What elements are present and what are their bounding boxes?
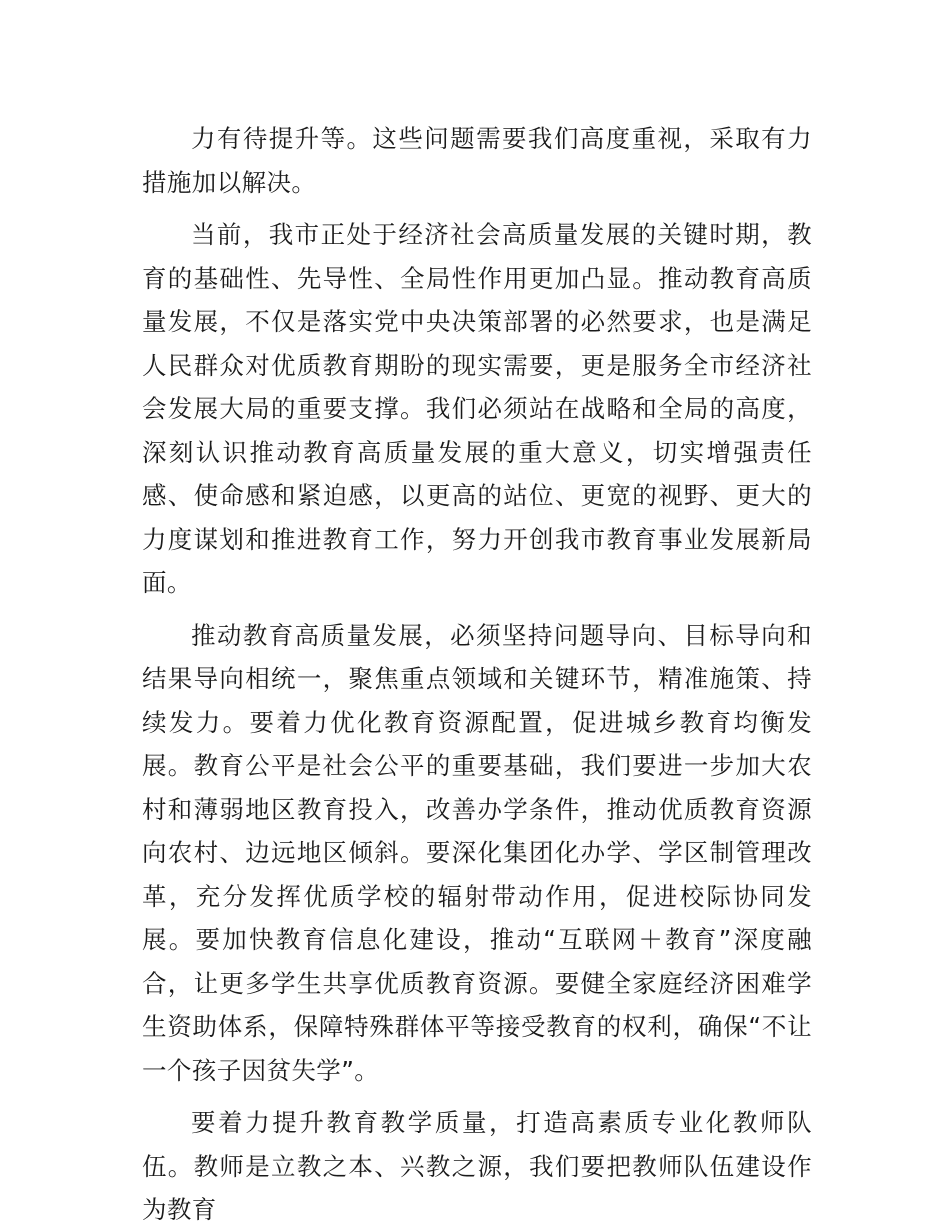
- paragraph-1: 力有待提升等。这些问题需要我们高度重视，采取有力措施加以解决。: [142, 124, 812, 197]
- paragraph-4: 要着力提升教育教学质量，打造高素质专业化教师队伍。教师是立教之本、兴教之源，我们要把教师队伍建设作为教育: [142, 1108, 812, 1224]
- paragraph-3: 推动教育高质量发展，必须坚持问题导向、目标导向和结果导向相统一，聚焦重点领域和关键环节，精准施策、持续发力。要着力优化教育资源配置，促进城乡教育均衡发展。教育公平是社会公平的重要基础，我们要进一步加大农村和薄弱地区教育投入，改善办学条件，推动优质教育资源向农村、边远地区倾斜。要深化集团化办学、学区制管理改革，充分发挥优质学校的辐射带动作用，促进校际协同发展。要加快教育信息化建设，推动“互联网＋教育”深度融合，让更多学生共享优质教育资源。要健全家庭经济困难学生资助体系，保障特殊群体平等接受教育的权利，确保“不让一个孩子因贫失学”。: [142, 620, 812, 1085]
- document-body: [142, 117, 812, 1232]
- paragraph-2: 当前，我市正处于经济社会高质量发展的关键时期，教育的基础性、先导性、全局性作用更加凸显。推动教育高质量发展，不仅是落实党中央决策部署的必然要求，也是满足人民群众对优质教育期盼的现实需要，更是服务全市经济社会发展大局的重要支撑。我们必须站在战略和全局的高度，深刻认识推动教育高质量发展的重大意义，切实增强责任感、使命感和紧迫感，以更高的站位、更宽的视野、更大的力度谋划和推进教育工作，努力开创我市教育事业发展新局面。: [142, 220, 812, 597]
